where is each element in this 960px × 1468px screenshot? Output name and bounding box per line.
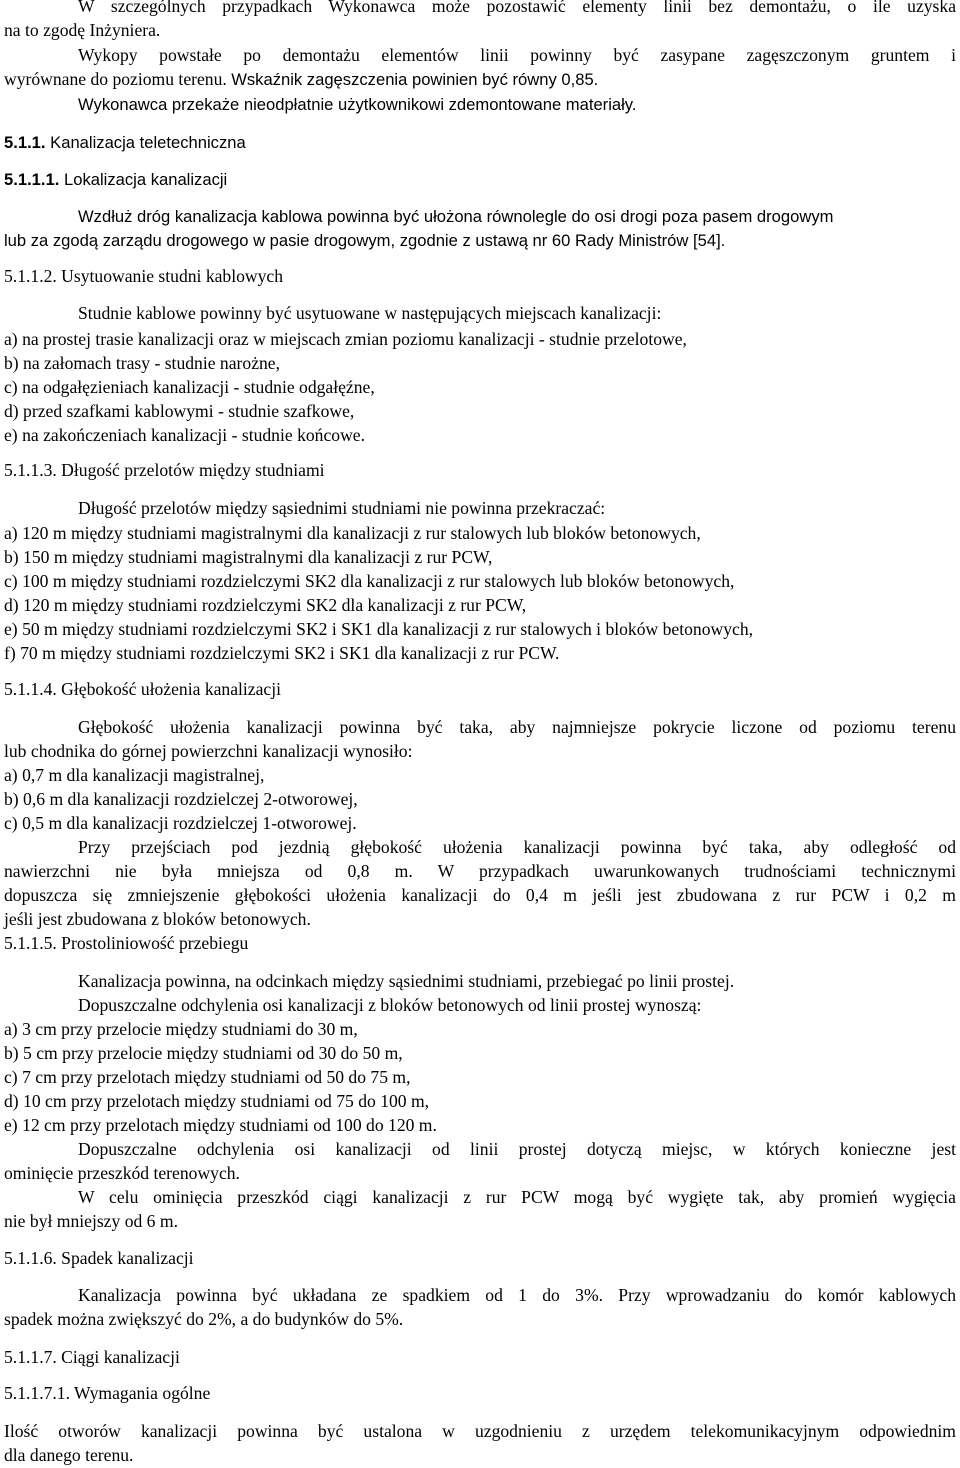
list-item: e) 50 m między studniami rozdzielczymi SK2 i SK1 dla kanalizacji z rur stalowych i bloków betonowych, [4, 619, 754, 639]
section-title-5-1-1: Kanalizacja teletechniczna [50, 133, 246, 152]
section-heading-5-1-1-2: 5.1.1.2. Usytuowanie studni kablowych [4, 266, 284, 286]
list-item: c) 0,5 m dla kanalizacji rozdzielczej 1-otworowej. [4, 813, 357, 833]
list-item: a) 120 m między studniami magistralnymi dla kanalizacji z rur stalowych lub bloków betonowych, [4, 523, 701, 543]
paragraph-5-1-1-5-bend-line-1: W celu ominięcia przeszkód ciągi kanalizacji z rur PCW mogą być wygięte tak, aby promień wygięcia [78, 1187, 956, 1207]
intro-line-4-sans: Wskaźnik zagęszczenia powinien być równy 0,85. [231, 70, 599, 89]
list-item: c) 100 m między studniami rozdzielczymi SK2 dla kanalizacji z rur stalowych lub bloków betonowych, [4, 571, 735, 591]
list-item: f) 70 m między studniami rozdzielczymi SK2 i SK1 dla kanalizacji z rur PCW. [4, 643, 560, 663]
list-item: d) 120 m między studniami rozdzielczymi SK2 dla kanalizacji z rur PCW, [4, 595, 527, 615]
paragraph-5-1-1-6-line-2: spadek można zwiększyć do 2%, a do budynków do 5%. [4, 1309, 404, 1329]
list-item: d) przed szafkami kablowymi - studnie szafkowe, [4, 401, 355, 421]
paragraph-5-1-1-5-bend-line-2: nie był mniejszy od 6 m. [4, 1211, 178, 1231]
section-heading-5-1-1 [4, 131, 246, 155]
paragraph-5-1-1-5-deviation-line-2: ominięcie przeszkód terenowych. [4, 1163, 240, 1183]
list-item: d) 10 cm przy przelotach między studniami od 75 do 100 m, [4, 1091, 430, 1111]
paragraph-5-1-1-1-line-1: Wzdłuż dróg kanalizacja kablowa powinna być ułożona równolegle do osi drogi poza pasem drogowym [78, 207, 834, 226]
list-item: e) 12 cm przy przelotach między studniami od 100 do 120 m. [4, 1115, 437, 1135]
intro-line-1: W szczególnych przypadkach Wykonawca może pozostawić elementy linii bez demontażu, o ile uzyska [78, 0, 956, 16]
section-number-5-1-1-1: 5.1.1.1. [4, 170, 60, 189]
section-heading-5-1-1-7-1: 5.1.1.7.1. Wymagania ogólne [4, 1383, 211, 1403]
list-item: a) 0,7 m dla kanalizacji magistralnej, [4, 765, 265, 785]
list-item: b) 5 cm przy przelocie między studniami od 30 do 50 m, [4, 1043, 403, 1063]
list-item: b) na załomach trasy - studnie narożne, [4, 353, 281, 373]
list-item: a) 3 cm przy przelocie między studniami do 30 m, [4, 1019, 358, 1039]
paragraph-5-1-1-2-intro: Studnie kablowe powinny być usytuowane w następujących miejscach kanalizacji: [78, 303, 662, 323]
paragraph-5-1-1-5-deviation-line-1: Dopuszczalne odchylenia osi kanalizacji od linii prostej dotyczą miejsc, w których konieczne jest [78, 1139, 956, 1159]
intro-line-4 [4, 67, 598, 92]
list-item: b) 0,6 m dla kanalizacji rozdzielczej 2-otworowej, [4, 789, 358, 809]
list-item: c) 7 cm przy przelotach między studniami od 50 do 75 m, [4, 1067, 411, 1087]
paragraph-5-1-1-4-line-2: lub chodnika do górnej powierzchni kanalizacji wynosiło: [4, 741, 413, 761]
intro-line-5: Wykonawca przekaże nieodpłatnie użytkownikowi zdemontowane materiały. [78, 95, 637, 114]
section-heading-5-1-1-3: 5.1.1.3. Długość przelotów między studniami [4, 460, 325, 480]
list-item: e) na zakończeniach kanalizacji - studnie końcowe. [4, 425, 365, 445]
section-number-5-1-1: 5.1.1. [4, 133, 46, 152]
paragraph-5-1-1-7-1-line-2: dla danego terenu. [4, 1445, 134, 1465]
intro-line-4-serif: wyrównane do poziomu terenu. [4, 69, 227, 89]
list-item: a) na prostej trasie kanalizacji oraz w miejscach zmian poziomu kanalizacji - studnie przelotowe, [4, 329, 687, 349]
paragraph-5-1-1-4-crossing-line-4: jeśli jest zbudowana z bloków betonowych. [4, 909, 311, 929]
paragraph-5-1-1-4-crossing-line-1: Przy przejściach pod jezdnią głębokość ułożenia kanalizacji powinna być taka, aby odległość od [78, 837, 956, 857]
section-heading-5-1-1-6: 5.1.1.6. Spadek kanalizacji [4, 1248, 194, 1268]
paragraph-5-1-1-1-line-2: lub za zgodą zarządu drogowego w pasie drogowym, zgodnie z ustawą nr 60 Rady Ministrów [54]. [4, 231, 726, 250]
section-title-5-1-1-1: Lokalizacja kanalizacji [63, 170, 228, 189]
paragraph-5-1-1-5-line-2: Dopuszczalne odchylenia osi kanalizacji z bloków betonowych od linii prostej wynoszą: [78, 995, 702, 1015]
paragraph-5-1-1-5-line-1: Kanalizacja powinna, na odcinkach między sąsiednimi studniami, przebiegać po linii prostej. [78, 971, 735, 991]
section-heading-5-1-1-4: 5.1.1.4. Głębokość ułożenia kanalizacji [4, 679, 282, 699]
intro-line-3: Wykopy powstałe po demontażu elementów linii powinny być zasypane zagęszczonym gruntem i [78, 45, 956, 65]
paragraph-5-1-1-7-1-line-1: Ilość otworów kanalizacji powinna być ustalona w uzgodnieniu z urzędem telekomunikacyjnym odpowiednim [4, 1421, 956, 1441]
paragraph-5-1-1-4-line-1: Głębokość ułożenia kanalizacji powinna być taka, aby najmniejsze pokrycie liczone od poziomu terenu [78, 717, 956, 737]
list-item: b) 150 m między studniami magistralnymi dla kanalizacji z rur PCW, [4, 547, 493, 567]
section-heading-5-1-1-1 [4, 168, 227, 192]
paragraph-5-1-1-6-line-1: Kanalizacja powinna być układana ze spadkiem od 1 do 3%. Przy wprowadzaniu do komór kablowych [78, 1285, 956, 1305]
paragraph-5-1-1-4-crossing-line-3: dopuszcza się zmniejszenie głębokości ułożenia kanalizacji do 0,4 m jeśli jest zbudowana z rur PCW i 0,2 m [4, 885, 956, 905]
section-heading-5-1-1-7: 5.1.1.7. Ciągi kanalizacji [4, 1347, 180, 1367]
paragraph-5-1-1-3-intro: Długość przelotów między sąsiednimi studniami nie powinna przekraczać: [78, 498, 606, 518]
list-item: c) na odgałęzieniach kanalizacji - studnie odgałęźne, [4, 377, 375, 397]
paragraph-5-1-1-4-crossing-line-2: nawierzchni nie była mniejsza od 0,8 m. W przypadkach uwarunkowanych trudnościami technicznymi [4, 861, 956, 881]
intro-line-2: na to zgodę Inżyniera. [4, 20, 161, 40]
section-heading-5-1-1-5: 5.1.1.5. Prostoliniowość przebiegu [4, 933, 249, 953]
